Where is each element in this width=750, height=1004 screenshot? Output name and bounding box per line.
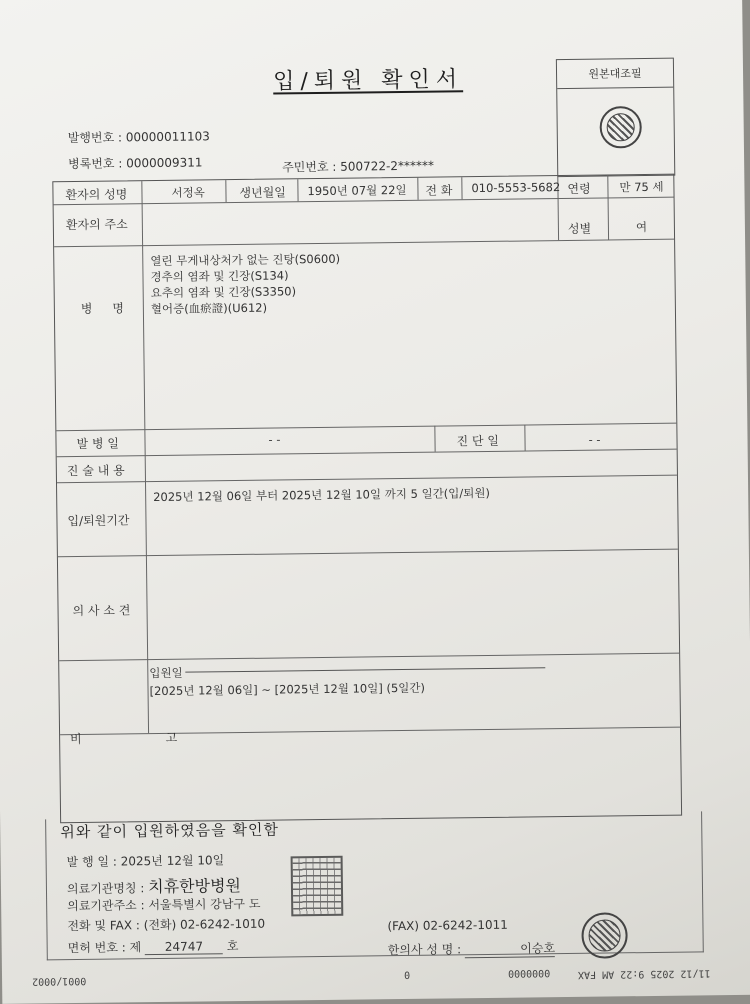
resident-no-row: 주민번호 : 500722-2******	[282, 158, 435, 175]
issue-no: 00000011103	[125, 129, 210, 145]
diagnosis-item: 경추의 염좌 및 긴장(S134)	[150, 268, 289, 285]
onset-date: - -	[268, 432, 281, 447]
patient-name: 서정옥	[171, 185, 205, 200]
remarks-line-1: 입원일	[149, 665, 183, 681]
fax-counter: 0000000	[507, 969, 551, 981]
opinion-label: 의 사 소 견	[72, 603, 131, 619]
institution-phone: (전화) 02-6242-1010	[143, 916, 266, 933]
issue-date-row: 발 행 일 : 2025년 12월 10일	[66, 853, 225, 870]
age: 만 75 세	[619, 179, 664, 195]
institution-fax: (FAX) 02-6242-1011	[387, 917, 508, 934]
institution-address: 서울특별시 강남구 도	[148, 896, 261, 913]
phone-label: 전 화	[425, 183, 453, 198]
birth-date: 1950년 07월 22일	[307, 182, 407, 199]
remarks-label: 비 고	[70, 730, 218, 747]
issue-no-row: 발행번호 : 00000011103	[67, 129, 210, 146]
record-no: 0000009311	[126, 155, 203, 171]
doctor-row: 한의사 성 명 : 이승호	[387, 941, 556, 958]
institution-name: 치휴한방병원	[148, 876, 242, 897]
issue-date: 2025년 12월 10일	[120, 853, 225, 869]
onset-label: 발 병 일	[76, 436, 120, 451]
diagnosis-item: 혈어증(血瘀證)(U612)	[150, 300, 268, 317]
institution-name-row: 의료기관명칭 : 치휴한방병원	[66, 876, 242, 897]
patient-name-label: 환자의 성명	[65, 187, 128, 203]
diag-date-label: 진 단 일	[456, 433, 500, 449]
birth-label: 생년월일	[239, 185, 286, 200]
hospital-seal-icon	[291, 856, 344, 917]
confirm-statement: 위와 같이 입원하였음을 확인함	[60, 820, 280, 842]
fax-page-number: 0001/0002	[32, 974, 87, 987]
fax-mid-mark: 0	[403, 970, 411, 983]
stamp-header: 원본대조필	[557, 59, 673, 89]
statement-label: 진 술 내 용	[66, 463, 125, 479]
document-title: 입/퇴원 확인서	[272, 67, 464, 95]
institution-address-row: 의료기관주소 : 서울특별시 강남구 도	[67, 896, 261, 914]
gender: 여	[635, 219, 648, 235]
diagnosis-item: 요추의 염좌 및 긴장(S3350)	[150, 284, 297, 301]
age-label: 연령	[567, 181, 591, 196]
remarks-strike-line	[185, 667, 545, 672]
period-text: 2025년 12월 06일 부터 2025년 12월 10일 까지 5 일간(입/퇴원)	[153, 485, 491, 505]
address-label: 환자의 주소	[65, 217, 128, 233]
remarks-line-2: [2025년 12월 06일] ~ [2025년 12월 10일] (5일간)	[149, 680, 426, 699]
record-no-row: 병록번호 : 0000009311	[68, 155, 203, 172]
doctor-name: 이승호	[465, 939, 555, 958]
diag-date: - -	[588, 432, 601, 447]
fax-header: 11/12 2025 9:22 AM FAX	[577, 967, 711, 980]
resident-no: 500722-2******	[340, 158, 435, 174]
period-label: 입/퇴원기간	[67, 513, 130, 529]
certificate-table	[52, 174, 682, 824]
license-number: 24747	[145, 939, 223, 955]
diagnosis-list	[150, 251, 341, 317]
phone-fax-row: 전화 및 FAX : (전화) 02-6242-1010	[67, 916, 266, 934]
gender-label: 성별	[567, 221, 592, 236]
diagnosis-label: 병 명	[80, 301, 132, 316]
phone: 010-5553-5682	[471, 180, 561, 196]
diagnosis-item: 열린 무게내상처가 없는 진탕(S0600)	[150, 251, 341, 269]
license-row: 면허 번호 : 제 24747 호	[67, 939, 239, 956]
